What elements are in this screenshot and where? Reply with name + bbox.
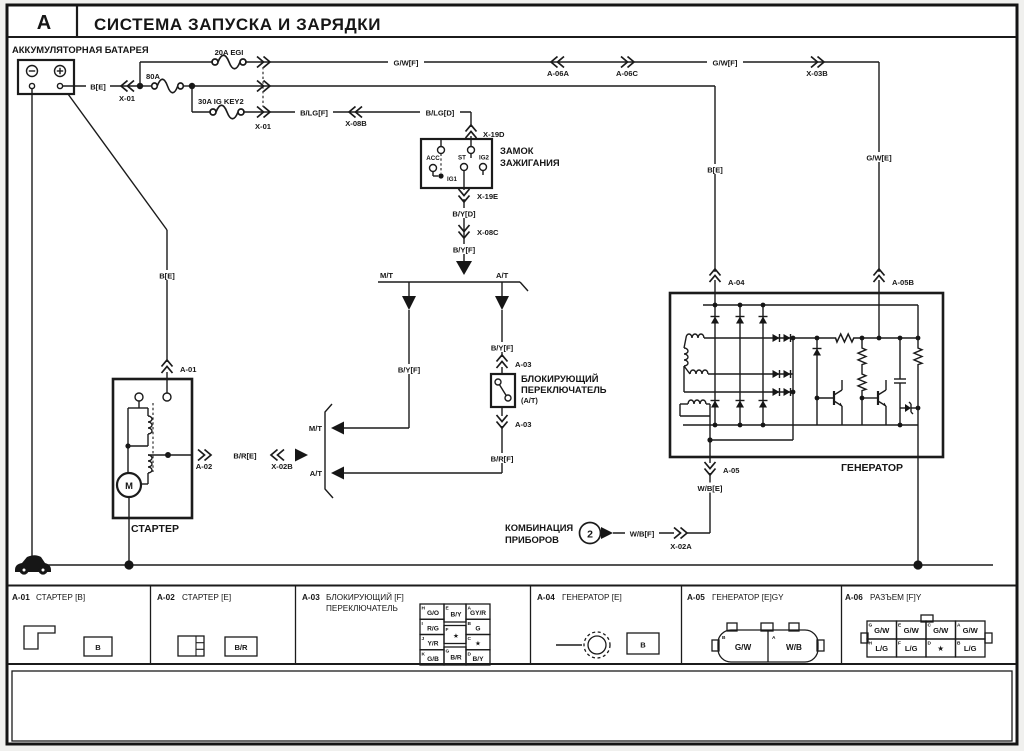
legend-a06-wire: G/W [962,626,978,635]
wire-label-blgd: B/LG[D] [425,108,455,118]
legend-a03-pin: F [445,628,449,633]
legend-a03-wire: G [475,625,481,633]
wire-label-byf-1: B/Y[F] [452,245,476,255]
legend-a06-wire: L/G [963,644,977,653]
wire-label-byd: B/Y[D] [452,209,476,219]
legend-a03-title2: ПЕРЕКЛЮЧАТЕЛЬ [326,604,398,613]
generator-name: ГЕНЕРАТОР [840,462,904,474]
legend-a06-pin: H [868,641,872,647]
legend-a05-title: ГЕНЕРАТОР [E]GY [712,593,784,602]
legend-a01-id: A-01 [12,593,30,602]
wire-label-bre: B/R[E] [233,451,257,461]
bracket-label-at: A/T [309,469,322,478]
legend-a06-title: РАЗЪЕМ [F]Y [870,593,922,602]
legend-a03-id: A-03 [302,593,320,602]
legend-a03-wire: R/G [427,625,439,633]
legend-a03-pin: G [445,649,450,655]
inhibitor-name-line3: (A/T) [521,396,538,405]
legend-a03-wire: Y/R [427,640,439,648]
battery-label: АККУМУЛЯТОРНАЯ БАТАРЕЯ [12,44,149,55]
legend-a03-pin: C [467,637,471,642]
wire-label-gwf-1: G/W[F] [393,58,419,68]
connector-label-x19e: X-19E [477,192,499,201]
fuse-30a-label: 30A IG KEY2 [198,97,244,106]
legend-a06-pin: C [927,623,931,629]
legend-a03-pin: H [421,606,425,612]
cluster-name-line2: ПРИБОРОВ [505,534,559,545]
wire-label-wbf: W/B[F] [629,529,655,539]
wire-label-byf-3: B/Y[F] [490,343,514,353]
bracket-label-mt: M/T [308,424,322,433]
legend-a03-title: БЛОКИРУЮЩИЙ [F] [326,593,404,602]
legend-a06-wire: G/W [903,626,919,635]
connector-label-x03b: X-03B [806,69,828,78]
legend-a05-pin: B [722,636,726,641]
connector-label-x02b: X-02B [271,462,293,471]
legend-a06-pin: F [898,641,901,647]
wire-label-wbe: W/B[E] [697,484,723,493]
page-title: СИСТЕМА ЗАПУСКА И ЗАРЯДКИ [94,15,382,34]
connector-label-a03-bottom: A-03 [515,420,532,429]
legend-a04-title: ГЕНЕРАТОР [E] [562,593,622,602]
legend-a03-wire: B/Y [450,611,462,619]
wire-label-byf-2: B/Y[F] [397,365,421,375]
legend-a06-pin: D [927,641,931,647]
legend-a03-pin: K [421,652,425,658]
wire-label-be-2: B[E] [159,271,175,281]
starter-motor-m: M [125,480,133,491]
legend-a01-wire: B [95,643,101,652]
legend-a06-wire: L/G [875,644,889,653]
legend-a03-pin: D [467,652,471,658]
ignition-pin-st: ST [458,154,466,162]
legend-a03-wire: G/B [427,655,439,663]
connector-label-a02: A-02 [195,462,213,471]
legend-a06-pin: E [898,623,902,629]
legend-a04-id: A-04 [537,593,555,602]
wire-label-gwe: G/W[E] [866,153,892,163]
legend-a03-wire: G/O [426,610,440,617]
wire-label-be-3: B[E] [707,165,723,175]
legend-a05-pin: A [772,636,776,641]
legend-a03-pin: E [445,606,449,612]
ignition-pin-ig1: IG1 [447,176,457,183]
fork-label-at: A/T [496,271,509,280]
ignition-name-line2: ЗАЖИГАНИЯ [500,157,560,168]
legend-a03-wire: GY/R [469,610,487,617]
starter-name: СТАРТЕР [131,523,179,535]
connector-label-x08b: X-08B [345,119,367,128]
wire-label-blgf: B/LG[F] [300,108,328,118]
fork-label-mt: M/T [380,271,394,280]
connector-label-x08c: X-08C [477,228,499,237]
connector-label-a06a: A-06A [547,69,569,78]
connector-label-x01-2: X-01 [254,122,272,131]
connector-label-x01-1: X-01 [118,94,136,103]
legend-a01-title: СТАРТЕР [B] [36,593,86,602]
ignition-pin-acc: ACC [426,155,440,162]
connector-label-x19d: X-19D [483,130,505,139]
legend-a06-pin: B [957,641,961,647]
fuse-80a-label: 80A [146,72,160,81]
wire-label-be-1: B[E] [90,82,106,92]
ignition-pin-ig2: IG2 [479,154,489,162]
legend-a02-title: СТАРТЕР [E] [182,593,232,602]
legend-a04-wire: B [640,640,646,650]
legend-a06-pin: G [868,623,873,629]
cluster-name-line1: КОМБИНАЦИЯ [505,522,574,533]
legend-a05-id: A-05 [687,593,705,602]
inhibitor-name-line2: ПЕРЕКЛЮЧАТЕЛЬ [521,384,607,395]
legend-a06-wire: G/W [933,626,949,635]
connector-label-a01: A-01 [180,365,197,374]
legend-a03-pin: A [467,606,471,612]
legend-a06-wire: ★ [937,644,945,653]
section-code: A [36,12,52,34]
legend-a03-pin: J [421,637,425,642]
legend-a02-wire: B/R [234,643,248,652]
connector-label-a03-top: A-03 [515,360,532,369]
legend-a03-pin: B [467,621,471,627]
legend-a06-id: A-06 [845,593,863,602]
legend-a06-pin: A [957,623,961,629]
ignition-name-line1: ЗАМОК [500,145,534,156]
connector-label-a05b: A-05B [892,278,914,287]
connector-label-a05: A-05 [723,466,740,475]
cluster-ref-number: 2 [587,528,593,541]
connector-label-a06c: A-06C [616,69,638,78]
legend-a03-pin: I [421,621,423,627]
legend-a03-wire: B/R [450,654,462,662]
connector-label-a04: A-04 [728,278,745,287]
wire-label-brf: B/R[F] [490,454,514,464]
legend-a03-wire: B/Y [472,655,484,663]
legend-a06-wire: G/W [874,626,890,635]
wire-label-gwf-2: G/W[F] [712,58,738,68]
legend-a03-wire: ★ [475,640,481,648]
legend-a06-wire: L/G [904,644,918,653]
legend-a03-wire: ★ [453,633,459,640]
legend-a05-wire: W/B [786,643,802,652]
connector-label-x02a: X-02A [670,542,692,551]
inhibitor-name-line1: БЛОКИРУЮЩИЙ [521,373,599,384]
legend-a05-wire: G/W [734,643,752,652]
legend-a02-id: A-02 [157,593,175,602]
fuse-20a-label: 20A EGI [214,48,244,57]
